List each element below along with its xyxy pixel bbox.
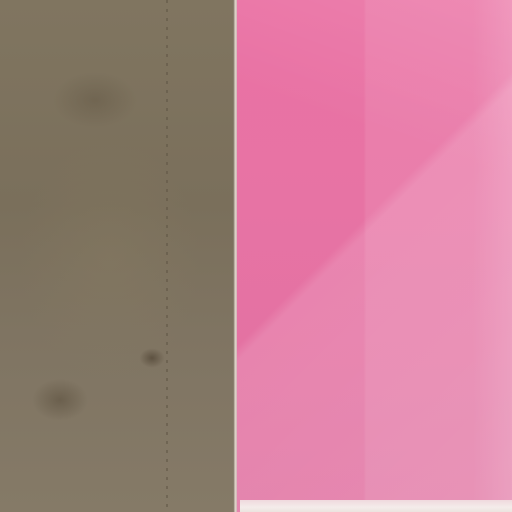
pink-paper-panel: [237, 0, 512, 512]
paper-bottom-edge: [240, 500, 512, 512]
paper-top-highlight: [237, 0, 512, 512]
paper-edge-shade: [472, 0, 512, 512]
stained-wall-panel: [0, 0, 236, 512]
